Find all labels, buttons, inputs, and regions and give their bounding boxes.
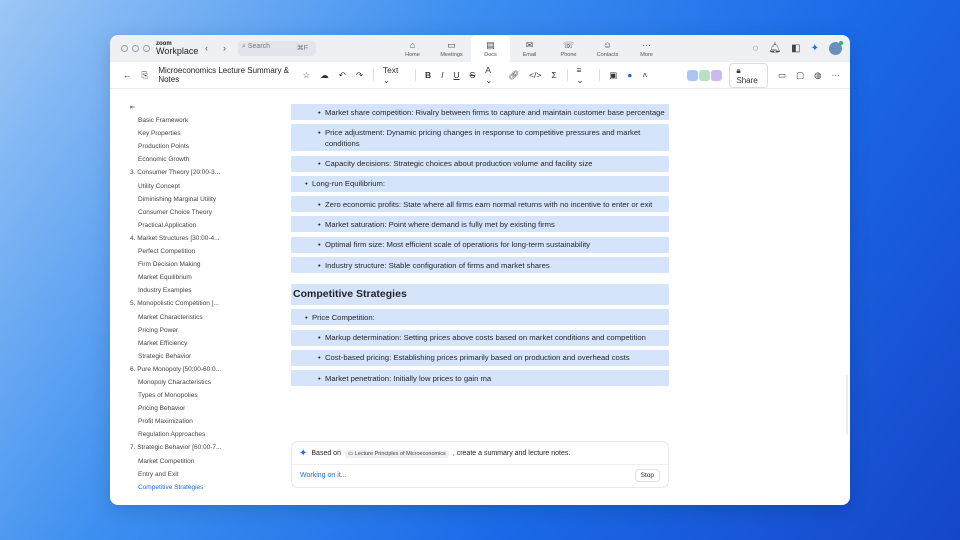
status-text: Working on it... (300, 472, 347, 479)
list-item[interactable]: • Cost-based pricing: Establishing prices primarily based on production and overhead costs (291, 350, 669, 366)
tab-phone[interactable] (549, 35, 588, 62)
outline-item[interactable]: 3. Consumer Theory [20:00-3... (130, 169, 221, 177)
outline-item[interactable]: Key Properties (138, 130, 181, 138)
sparkle-icon: ✦ (299, 448, 308, 459)
strikethrough-icon[interactable]: S (469, 70, 476, 80)
more-icon[interactable]: ··· (831, 70, 841, 80)
undo-icon[interactable]: ↶ (338, 69, 346, 80)
stop-button[interactable]: Stop (635, 469, 660, 482)
bell-icon[interactable]: 🔔︎ (768, 43, 782, 54)
outline-item[interactable]: Production Points (138, 143, 189, 151)
list-item[interactable]: • Market saturation: Point where demand is fully met by existing firms (291, 216, 669, 232)
outline-item[interactable]: 6. Pure Monopoly [50:00-60:0... (130, 365, 222, 373)
logo: zoom Workplace (156, 41, 199, 56)
list-item-text: Market share competition: Rivalry between firms to capture and maintain customer base percentage (324, 107, 665, 117)
outline-item[interactable]: Industry Examples (138, 287, 192, 295)
tab-email[interactable] (510, 35, 549, 62)
forward-nav-icon[interactable]: › (223, 43, 226, 53)
outline-item[interactable]: Profit Maximization (138, 418, 193, 426)
list-item[interactable]: • Market penetration: Initially low prices to gain ma (291, 370, 669, 386)
search-icon: ⌕ (242, 43, 248, 50)
phone-icon: ☏ (562, 40, 575, 50)
tab-label: Email (522, 52, 537, 58)
list-item[interactable]: • Price Competition: (291, 309, 669, 325)
list-item-text: Market penetration: Initially low prices to gain ma (324, 373, 492, 383)
redo-icon[interactable]: ↷ (355, 69, 363, 80)
outline-item[interactable]: Market Equilibrium (138, 274, 192, 282)
align-icon[interactable]: ≡ ⌄ (576, 64, 584, 85)
chat-icon[interactable]: ▢ (796, 69, 805, 80)
outline-item[interactable]: Competitive Strategies (138, 483, 204, 491)
tab-label: Phone (560, 52, 577, 58)
meetings-icon: ▭ (447, 40, 456, 50)
star-icon[interactable]: ☆ (302, 69, 311, 80)
tab-label: Docs (484, 52, 497, 58)
comment-icon[interactable]: ▣ (609, 69, 618, 80)
list-item-text: Cost-based pricing: Establishing prices primarily based on production and overhead costs (324, 353, 630, 363)
outline-item[interactable]: 7. Strategic Behavior [60:00-7... (130, 444, 222, 452)
source-chip[interactable]: ▭ Lecture Principles of Microeconomics (345, 450, 449, 458)
list-item[interactable]: • Zero economic profits: State where all firms earn normal returns with no incentive to enter or exit (291, 196, 669, 212)
panel-icon[interactable]: ◧ (791, 43, 801, 54)
list-item[interactable]: • Market share competition: Rivalry between firms to capture and maintain customer base percentage (291, 104, 669, 120)
video-icon: ▭ (347, 450, 355, 457)
scrollbar[interactable] (846, 375, 848, 435)
outline-item[interactable]: Firm Decision Making (138, 261, 201, 269)
outline-item[interactable]: Market Competition (138, 457, 195, 465)
back-arrow-icon[interactable]: ← (123, 70, 132, 80)
outline-item[interactable]: Strategic Behavior (138, 352, 192, 360)
tab-home[interactable] (393, 35, 432, 62)
tab-label: Meetings (440, 52, 463, 58)
list-item-text: Capacity decisions: Strategic choices about production volume and facility size (324, 159, 593, 169)
tab-label: More (640, 52, 653, 58)
list-item-text: Market saturation: Point where demand is fully met by existing firms (324, 219, 555, 229)
list-item-text: Industry structure: Stable configuration of firms and market shares (324, 260, 550, 270)
outline-item[interactable]: Practical Application (138, 221, 197, 229)
outline-item[interactable]: Perfect Competition (138, 248, 196, 256)
tab-docs[interactable] (471, 35, 510, 62)
list-item-text: Markup determination: Setting prices above costs based on market conditions and competition (324, 333, 646, 343)
doc-title[interactable]: Microeconomics Lecture Summary & Notes (158, 66, 290, 84)
code-icon[interactable]: </> (529, 70, 542, 80)
outline-item[interactable]: 5. Monopolistic Competition [... (130, 300, 219, 308)
document-body[interactable] (291, 104, 669, 391)
collaborators[interactable] (687, 70, 723, 81)
list-item-text: Price adjustment: Dynamic pricing changes in response to competitive pressures and market conditions (324, 127, 641, 148)
share-button[interactable]: 🔒︎ Share (729, 63, 768, 88)
outline-item[interactable]: Consumer Choice Theory (138, 208, 212, 216)
outline-item[interactable]: 4. Market Structures [30:00-4... (130, 234, 220, 242)
back-nav-icon[interactable]: ‹ (205, 43, 208, 53)
italic-icon[interactable]: I (441, 70, 444, 80)
avatar[interactable] (829, 42, 842, 55)
app-window (110, 35, 850, 505)
outline-item[interactable]: Utility Concept (138, 182, 180, 190)
collapse-icon[interactable]: ˄ (642, 70, 648, 80)
underline-icon[interactable]: U (453, 70, 460, 80)
outline-item[interactable]: Entry and Exit (138, 470, 179, 478)
insert-icon[interactable]: ● (627, 70, 633, 80)
list-item[interactable]: • Optimal firm size: Most efficient scale of operations for long-term sustainability (291, 237, 669, 253)
outline-item[interactable]: Regulation Approaches (138, 431, 206, 439)
lock-icon: 🔒︎ (736, 65, 741, 75)
tab-more[interactable] (627, 35, 666, 62)
outline-item[interactable]: Monopoly Characteristics (138, 378, 211, 386)
outline-item[interactable]: Market Characteristics (138, 313, 203, 321)
docs-icon: ▤ (486, 40, 495, 50)
outline-item[interactable]: Basic Framework (138, 117, 189, 125)
bold-icon[interactable]: B (424, 70, 432, 80)
window-controls[interactable] (121, 45, 150, 52)
list-item[interactable]: • Long-run Equilibrium: (291, 176, 669, 192)
outline-item[interactable]: Diminishing Marginal Utility (138, 195, 217, 203)
list-item[interactable]: • Capacity decisions: Strategic choices about production volume and facility size (291, 156, 669, 172)
search-input[interactable]: ⌕ Search ⌘F (238, 41, 316, 56)
tab-label: Home (405, 52, 420, 58)
collapse-sidebar-icon[interactable]: ⇤ (130, 104, 136, 111)
globe-icon[interactable]: ◍ (814, 69, 822, 80)
ai-prompt-panel (291, 441, 669, 488)
list-item[interactable]: • Price adjustment: Dynamic pricing changes in response to competitive pressures and market conditions (291, 124, 669, 151)
list-item[interactable]: • Industry structure: Stable configuration of firms and market shares (291, 257, 669, 273)
list-item-text: Long-run Equilibrium: (311, 179, 386, 189)
list-item-text: Optimal firm size: Most efficient scale of operations for long-term sustainability (324, 240, 591, 250)
text-style-dropdown[interactable]: Text ⌄ (382, 64, 399, 85)
tab-contacts[interactable] (588, 35, 627, 62)
link-icon[interactable]: 🔗︎ (508, 69, 520, 80)
text-color-icon[interactable]: A ⌄ (485, 64, 493, 85)
formula-icon[interactable]: Σ (551, 70, 557, 80)
status-icon[interactable]: ◌ (752, 43, 759, 54)
email-icon: ✉ (525, 40, 534, 50)
more-icon: ··· (642, 40, 651, 50)
outline-item[interactable]: Pricing Behavior (138, 405, 186, 413)
home-icon: ⌂ (409, 40, 416, 50)
list-item[interactable]: • Markup determination: Setting prices above costs based on market conditions and competition (291, 330, 669, 346)
contacts-icon: ☺ (602, 40, 613, 50)
outline-item[interactable]: Market Efficiency (138, 339, 188, 347)
outline-item[interactable]: Types of Monopolies (138, 392, 198, 400)
tab-meetings[interactable] (432, 35, 471, 62)
outline-sidebar (130, 101, 240, 494)
cloud-icon[interactable]: ☁ (320, 69, 329, 80)
ai-companion-icon[interactable]: ✦ (810, 43, 819, 54)
outline-item[interactable]: Pricing Power (138, 326, 179, 334)
title-bar (110, 35, 850, 62)
list-item-text: Price Competition: (311, 312, 375, 322)
list-item-text: Zero economic profits: State where all firms earn normal returns with no incentive to enter or exit (324, 199, 653, 209)
heading[interactable]: Competitive Strategies (291, 284, 669, 305)
tab-label: Contacts (596, 52, 619, 58)
doc-icon[interactable]: ⎘ (141, 69, 149, 80)
prompt-suffix: , create a summary and lecture notes. (452, 450, 571, 457)
video-icon[interactable]: ▭ (778, 69, 787, 80)
outline-item[interactable]: Economic Growth (138, 156, 190, 164)
doc-toolbar (110, 62, 850, 89)
prompt-prefix: Based on (311, 450, 341, 457)
